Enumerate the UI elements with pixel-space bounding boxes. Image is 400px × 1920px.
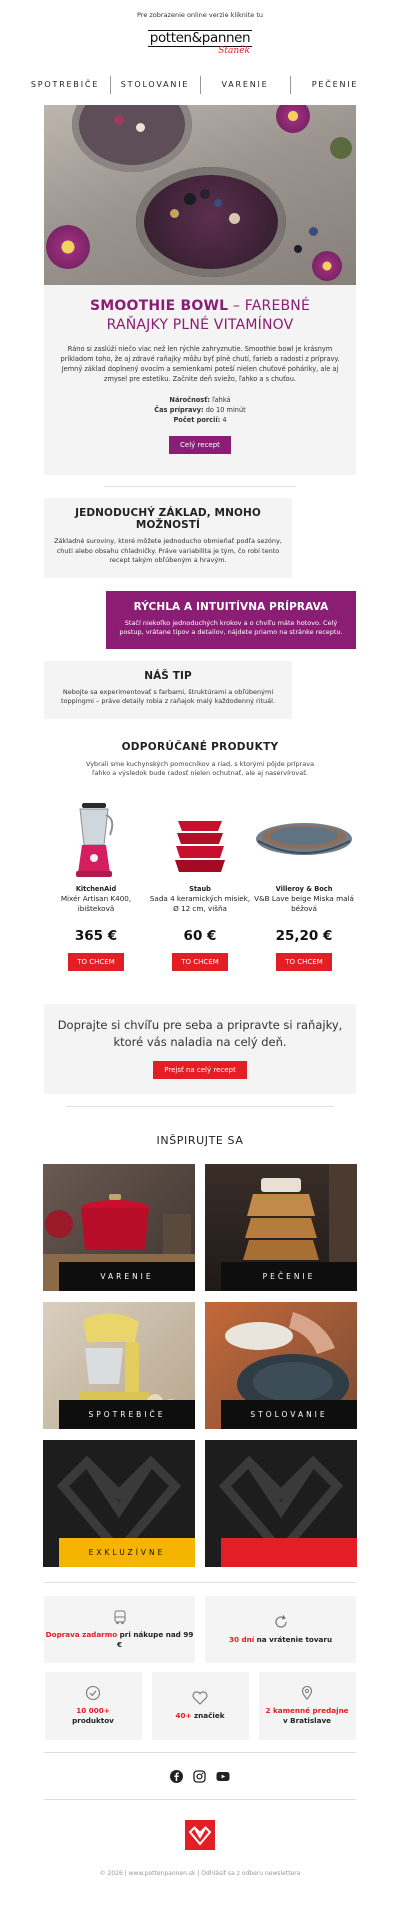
tile-spotrebice[interactable] <box>43 1302 195 1429</box>
product-list <box>0 801 400 971</box>
product-card-plate[interactable] <box>252 801 356 971</box>
cta-box <box>44 1004 356 1094</box>
product-name[interactable]: Sada 4 keramických misiek, Ø 12 cm, višňa <box>149 893 251 913</box>
product-price: 25,20 € <box>275 927 333 944</box>
divider <box>104 486 296 487</box>
fact-value: 4 <box>220 416 227 424</box>
blackberry <box>200 189 210 199</box>
tile-label: EXKLUZÍVNE <box>59 1538 195 1567</box>
benefit-text <box>265 1706 348 1726</box>
info-box-body: Nebojte sa experimentovať s farbami, štruktúrami a obľúbenými toppingmi – práve detaily robia z raňajok malý každodenný rituál. <box>60 687 276 705</box>
fact-label: Náročnosť: <box>169 396 211 404</box>
product-image-mixer[interactable] <box>44 801 148 879</box>
tile-exkluzivne[interactable] <box>43 1440 195 1567</box>
divider <box>44 1582 356 1583</box>
inspire-title: INŠPIRUJTE SA <box>156 1133 244 1147</box>
benefit-highlight: 2 kamenné predajne <box>265 1706 349 1715</box>
fact-label: Čas prípravy: <box>154 406 204 414</box>
fact-value: do 10 minút <box>203 406 246 414</box>
benefit-highlight: 40+ <box>175 1711 192 1720</box>
go-to-recipe-button[interactable]: Prejsť na celý recept <box>153 1061 246 1079</box>
fact-portions <box>58 415 342 425</box>
footer-text[interactable]: © 2026 | www.pottenpannen.sk | Odhlásiť sa z odberu newslettera <box>99 1869 301 1877</box>
info-box-title: RÝCHLA A INTUITÍVNA PRÍPRAVA <box>133 600 329 613</box>
info-box-preparation <box>106 591 356 649</box>
benefit-products <box>45 1672 142 1740</box>
flower <box>312 251 342 281</box>
recommended-subtitle: Vybrali sme kuchynských pomocníkov a riad, s ktorými pôjde príprava ľahko a výsledok bude radosť nielen ochutnať, ale aj naservírovať. <box>85 759 315 777</box>
benefit-text <box>175 1711 224 1721</box>
buy-button[interactable]: TO CHCEM <box>276 953 332 971</box>
divider <box>66 1106 334 1107</box>
bowl-back <box>72 105 192 172</box>
info-box-basics <box>44 498 292 578</box>
hero-title-rest: – FAREBNÉ RAŇAJKY PLNÉ VITAMÍNOV <box>106 298 311 333</box>
hero-title-bold: SMOOTHIE BOWL <box>89 298 229 314</box>
stacked-bowls-icon <box>148 801 252 879</box>
recommended-title: ODPORÚČANÉ PRODUKTY <box>121 740 279 753</box>
herb-leaf <box>330 137 352 159</box>
heart-icon <box>191 1690 209 1706</box>
tile-label: SPOTREBIČE <box>59 1400 195 1429</box>
truck-icon <box>112 1609 128 1625</box>
logo-signature: Staněk <box>218 46 250 56</box>
bowl-front <box>136 167 286 277</box>
divider <box>44 1799 356 1800</box>
logo-wordmark: potten&pannen <box>149 30 251 46</box>
benefit-free-shipping <box>44 1596 195 1663</box>
blackberry <box>294 245 302 253</box>
benefit-highlight: Doprava zadarmo <box>45 1629 118 1639</box>
fact-difficulty <box>58 395 342 405</box>
blackberry <box>184 193 196 205</box>
product-name[interactable]: Mixér Artisan K400, ibištekovä <box>60 893 132 913</box>
refresh-icon <box>273 1614 289 1630</box>
benefit-highlight: 10 000+ <box>76 1706 110 1715</box>
benefit-rest: značiek <box>191 1711 225 1720</box>
tile-akce-a-tipy[interactable] <box>205 1440 357 1567</box>
social-links <box>0 1770 400 1783</box>
top-nav <box>0 69 400 99</box>
tile-label: STOLOVANIE <box>221 1400 357 1429</box>
product-price: 365 € <box>74 927 118 944</box>
shallow-bowl-icon <box>252 801 356 879</box>
product-brand: Villeroy & Boch <box>275 884 333 893</box>
info-box-body: Stačí niekoľko jednoduchých krokov a o chvíľu máte hotovo. Celý postup, vrátane tipov a detailov, nájdete priamo na stránke receptu. <box>119 618 343 636</box>
view-online-link[interactable]: Pre zobrazenie online verzie kliknite tu <box>136 11 263 19</box>
brand-logo[interactable] <box>0 30 400 64</box>
recipe-facts <box>58 395 342 425</box>
buy-button[interactable]: TO CHCEM <box>68 953 124 971</box>
brand-heart-logo-icon <box>185 1820 215 1850</box>
footer-logo[interactable] <box>0 1820 400 1850</box>
product-image-plate[interactable] <box>252 801 356 879</box>
youtube-icon[interactable] <box>216 1770 230 1783</box>
nav-spotrebice[interactable]: SPOTREBIČE <box>30 79 100 89</box>
tile-label: AKCE A TIPY <box>221 1538 357 1567</box>
product-card-bowls[interactable] <box>148 801 252 971</box>
benefits-row-2 <box>45 1672 356 1740</box>
benefit-highlight: 30 dní <box>228 1634 255 1644</box>
fact-value: ľahká <box>210 396 231 404</box>
granola <box>170 209 179 218</box>
tile-label: PEČENIE <box>221 1262 357 1291</box>
stand-mixer-icon <box>44 801 148 879</box>
tile-stolovanie[interactable] <box>205 1302 357 1429</box>
benefit-stores <box>259 1672 356 1740</box>
banana-slice <box>136 123 145 132</box>
banana-slice <box>229 213 240 224</box>
flower <box>46 225 90 269</box>
info-box-tip <box>44 661 292 719</box>
hero-body: Ráno si zaslúži niečo viac než len rýchle zahryznutie. Smoothie bowl je krásnym príkladom toho, že aj zdravé raňajky môžu byť plné chutí, farieb a radosti z prípravy. Jemný základ doplnený ovocím a semienkami poteší nielen chuťové poháriky, ale aj zmysel pre estetiku. Začnite deň sviežo, ľahko a s chuťou. <box>60 345 340 383</box>
tile-label: VARENIE <box>59 1262 195 1291</box>
check-circle-icon <box>85 1685 101 1701</box>
tile-varenie[interactable] <box>43 1164 195 1291</box>
benefit-text <box>72 1706 114 1726</box>
fact-label: Počet porcií: <box>173 416 221 424</box>
benefit-rest: produktov <box>72 1716 114 1725</box>
nav-varenie[interactable]: VARENIE <box>200 80 290 89</box>
benefit-rest: pri nákupe nad 99 € <box>116 1629 194 1649</box>
product-brand: Staub <box>189 884 211 893</box>
benefit-text <box>229 1635 332 1645</box>
tile-pecenie[interactable] <box>205 1164 357 1291</box>
buy-button[interactable]: TO CHCEM <box>172 953 228 971</box>
benefit-rest: v Bratislave <box>282 1716 332 1725</box>
product-card-mixer[interactable] <box>44 801 148 971</box>
hero-text-block <box>44 285 356 475</box>
benefit-rest: na vrátenie tovaru <box>254 1634 333 1644</box>
divider <box>44 1752 356 1753</box>
nav-pecenie[interactable]: PEČENIE <box>290 80 380 89</box>
info-box-body: Základné suroviny, ktoré môžete jednoducho obmieňať podľa sezóny, chuti alebo obsahu chladničky. Práve variabilita je tým, čo robí tento recept takým obľúbeným a hravým. <box>54 537 282 564</box>
full-recipe-button[interactable]: Celý recept <box>169 436 231 454</box>
location-pin-icon <box>299 1685 315 1701</box>
info-box-title: JEDNODUCHÝ ZÁKLAD, MNOHO MOŽNOSTÍ <box>75 507 261 531</box>
benefit-returns <box>205 1596 356 1663</box>
blueberry <box>309 227 318 236</box>
info-box-title: NÁŠ TIP <box>144 669 192 682</box>
nav-stolovanie[interactable]: STOLOVANIE <box>110 80 200 89</box>
blueberry <box>214 199 222 207</box>
product-image-bowls[interactable] <box>148 801 252 879</box>
flower <box>276 105 310 133</box>
facebook-icon[interactable] <box>170 1770 183 1783</box>
hero-title <box>58 297 342 335</box>
cta-text: Doprajte si chvíľu pre seba a pripravte si raňajky, ktoré vás naladia na celý deň. <box>57 1017 343 1049</box>
product-name[interactable]: V&B Lave beige Miska malá béžová <box>254 893 354 913</box>
product-brand: KitchenAid <box>75 884 117 893</box>
instagram-icon[interactable] <box>193 1770 206 1783</box>
product-price: 60 € <box>183 927 217 944</box>
benefit-brands <box>152 1672 249 1740</box>
fact-time <box>58 405 342 415</box>
raspberry <box>114 115 124 125</box>
hero-image-smoothie-bowl[interactable] <box>44 105 356 285</box>
benefit-text <box>44 1630 195 1650</box>
inspiration-grid <box>43 1164 357 1567</box>
benefits-row-1 <box>44 1596 356 1663</box>
